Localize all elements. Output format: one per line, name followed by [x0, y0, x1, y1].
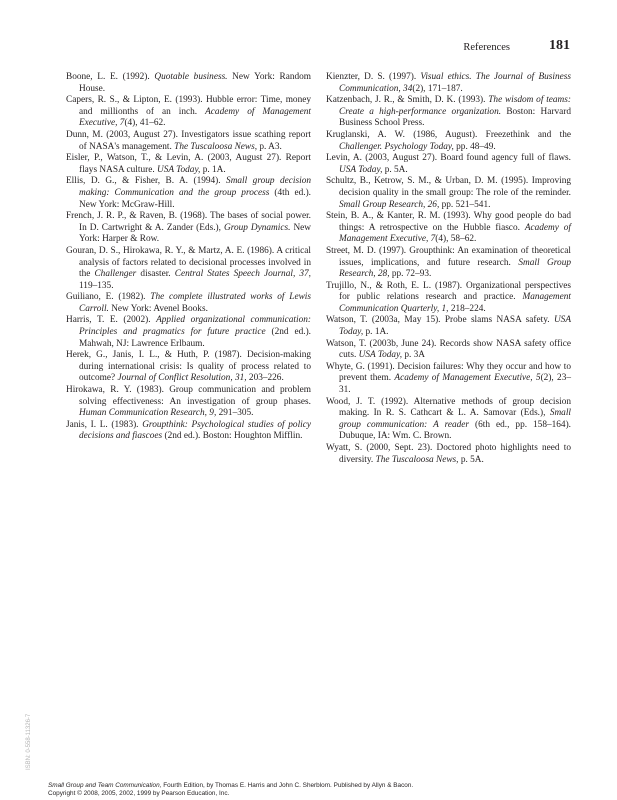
reference-title: Academy of Management Executive, 5	[394, 373, 541, 384]
reference-text: French, J. R. P., & Raven, B. (1968). The bases of social power. In D. Cartwright & A. Zander (Eds.),	[66, 211, 311, 233]
reference-entry	[66, 292, 311, 315]
reference-entry	[66, 246, 311, 292]
reference-title: Journal of Conflict Resolution, 31,	[117, 373, 247, 384]
reference-title: USA Today,	[358, 350, 403, 361]
reference-entry	[326, 246, 571, 281]
reference-title: USA Today,	[156, 164, 201, 175]
reference-title: Management Communication Quarterly, 1,	[339, 292, 571, 314]
footer-book-title: Small Group and Team Communication,	[48, 782, 162, 789]
reference-text: Boston: Harvard Business School Press.	[339, 106, 571, 129]
reference-entry	[326, 362, 571, 397]
reference-title: Challenger	[94, 269, 137, 280]
reference-text: New York: Random House.	[79, 72, 311, 94]
reference-text: (4), 41–62.	[124, 118, 166, 129]
reference-title: Human Communication Research, 9,	[79, 408, 217, 419]
reference-entry	[66, 176, 311, 211]
reference-text: Harris, T. E. (2002).	[66, 315, 157, 326]
reference-text: Capers, R. S., & Lipton, E. (1993). Hubble error: Time, money and millionths of an inch.	[66, 95, 311, 117]
reference-title: Central States Speech Journal, 37,	[174, 269, 311, 280]
page-number: 181	[549, 38, 570, 53]
reference-text: Stein, B. A., & Kanter, R. M. (1993). Why good people do bad things: A retrospective on the Hubble fiasco.	[326, 211, 571, 233]
isbn-side-text	[26, 690, 36, 770]
section-title: References	[463, 42, 510, 53]
reference-text: disaster.	[136, 269, 175, 280]
reference-text: Guiliano, E. (1982).	[66, 292, 151, 303]
reference-text: Watson, T. (2003a, May 15). Probe slams NASA safety.	[326, 315, 554, 326]
reference-entry	[326, 397, 571, 443]
reference-title: Group Dynamics.	[223, 222, 291, 233]
reference-text: (4), 58–62.	[435, 234, 477, 245]
reference-text: Hirokawa, R. Y. (1983). Group communication and problem solving effectiveness: An investigation of group phases.	[66, 385, 311, 407]
reference-entry	[66, 385, 311, 420]
reference-entry	[326, 95, 571, 130]
reference-text: pp. 521–541.	[439, 199, 491, 210]
reference-text: Watson, T. (2003b, June 24). Records show NASA safety office cuts.	[326, 338, 571, 361]
reference-title: The complete illustrated works of Lewis Carroll.	[79, 292, 311, 314]
copyright-footer	[48, 782, 608, 798]
reference-text: 218–224.	[448, 303, 486, 314]
reference-entry	[326, 176, 571, 211]
reference-entry	[326, 315, 571, 338]
reference-text: Wood, J. T. (1992). Alternative methods of group decision making. In R. S. Cathcart & L. A. Samovar (Eds.),	[326, 396, 571, 419]
footer-line-1	[48, 782, 608, 790]
reference-text: Ellis, D. G., & Fisher, B. A. (1994).	[66, 176, 227, 187]
reference-text: Whyte, G. (1991). Decision failures: Why they occur and how to prevent them.	[326, 361, 571, 384]
reference-text: Kruglanski, A. W. (1986, August). Freezethink and the	[326, 129, 571, 140]
reference-title: USA Today,	[339, 164, 383, 175]
reference-entry	[66, 72, 311, 95]
reference-title: Small group decision making: Communication and the group process	[79, 176, 311, 198]
running-header	[0, 38, 617, 58]
reference-title: USA Today,	[339, 315, 571, 338]
reference-text: (2), 23–31.	[339, 373, 571, 396]
reference-title: Quotable business.	[154, 72, 228, 82]
reference-text: p. A3.	[257, 141, 282, 152]
reference-text: pp. 72–93.	[389, 269, 432, 280]
reference-text: Levin, A. (2003, August 27). Board found agency full of flaws.	[326, 153, 571, 164]
reference-entry	[326, 211, 571, 246]
reference-text: Gouran, D. S., Hirokawa, R. Y., & Martz, A. E. (1986). A critical analysis of factors related to decisional processes involved in the	[66, 245, 311, 280]
references-left-column	[66, 72, 311, 443]
reference-entry	[326, 281, 571, 316]
reference-title: Challenger. Psychology Today,	[339, 141, 454, 152]
reference-text: Kienzter, D. S. (1997).	[326, 72, 421, 82]
footer-line-2: Copyright © 2008, 2005, 2002, 1999 by Pearson Education, Inc.	[48, 790, 230, 797]
reference-title: Academy of Management Executive, 7	[79, 106, 311, 129]
footer-publication: Fourth Edition, by Thomas E. Harris and John C. Sherblom. Published by Allyn & Bacon.	[161, 782, 414, 789]
reference-text: (4th ed.). New York: McGraw-Hill.	[79, 187, 311, 210]
isbn-label: ISBN: 0-558-11326-7	[26, 713, 32, 770]
reference-text: Dunn, M. (2003, August 27). Investigators issue scathing report of NASA's management.	[66, 129, 311, 152]
reference-text: (2), 171–187.	[412, 83, 463, 94]
reference-text: p. 5A.	[458, 454, 484, 465]
reference-entry	[326, 339, 571, 362]
reference-text: Janis, I. L. (1983).	[66, 419, 143, 430]
reference-text: Trujillo, N., & Roth, E. L. (1987). Organizational perspectives for public relations research and practice.	[326, 280, 571, 303]
reference-text: p. 3A	[402, 350, 426, 361]
reference-text: Katzenbach, J. R., & Smith, D. K. (1993).	[326, 95, 489, 106]
reference-entry	[326, 443, 571, 466]
reference-title: Applied organizational communication: Principles and pragmatics for future practice	[79, 315, 311, 338]
reference-title: Academy of Management Executive, 7	[339, 222, 572, 245]
reference-title: The wisdom of teams: Create a high-performance organization.	[339, 95, 571, 117]
reference-text: New York: Harper & Row.	[79, 222, 311, 245]
reference-entry	[66, 153, 311, 176]
references-right-column	[326, 72, 571, 466]
reference-text: p. 1A.	[363, 327, 389, 338]
reference-text: p. 1A.	[200, 164, 226, 175]
reference-entry	[66, 420, 311, 443]
reference-text: p. 5A.	[382, 164, 408, 175]
reference-text: Boone, L. E. (1992).	[66, 72, 155, 82]
reference-title: Groupthink: Psychological studies of policy decisions and fiascoes	[79, 419, 312, 442]
reference-title: Small Group Research, 26,	[339, 199, 440, 210]
reference-text: Schultz, B., Ketrow, S. M., & Urban, D. M. (1995). Improving decision quality in the small group: The role of the reminder.	[326, 176, 571, 198]
reference-text: 119–135.	[79, 280, 114, 291]
reference-entry	[66, 130, 311, 153]
reference-text: 291–305.	[216, 408, 254, 419]
reference-text: Eisler, P., Watson, T., & Levin, A. (2003, August 27). Report flays NASA culture.	[66, 153, 311, 175]
reference-text: (2nd ed.). Boston: Houghton Mifflin.	[162, 431, 303, 442]
reference-entry	[66, 315, 311, 350]
reference-title: The Tuscaloosa News,	[375, 454, 459, 465]
reference-title: Visual ethics. The Journal of Business Communication, 34	[339, 72, 571, 94]
reference-text: (6th ed., pp. 158–164). Dubuque, IA: Wm. C. Brown.	[339, 419, 571, 442]
reference-text: pp. 48–49.	[453, 141, 496, 152]
reference-entry	[66, 350, 311, 385]
reference-entry	[326, 130, 571, 153]
reference-entry	[326, 72, 571, 95]
reference-title: Small group communication: A reader	[339, 408, 571, 430]
reference-text: New York: Avenel Books.	[108, 303, 208, 314]
reference-text: Street, M. D. (1997). Groupthink: An examination of theoretical issues, implications, and future research.	[326, 245, 571, 268]
reference-title: Small Group Research, 28,	[339, 257, 571, 280]
reference-text: (2nd ed.). Mahwah, NJ: Lawrence Erlbaum.	[79, 327, 311, 349]
reference-text: Herek, G., Janis, I. L., & Huth, P. (1987). Decision-making during international crisis: Is quality of process related to outcome?	[66, 350, 311, 384]
reference-text: Wyatt, S. (2000, Sept. 23). Doctored photo highlights need to diversity.	[326, 443, 571, 465]
reference-title: The Tuscaloosa News,	[174, 141, 258, 152]
reference-entry	[326, 153, 571, 176]
reference-entry	[66, 211, 311, 246]
reference-entry	[66, 95, 311, 130]
reference-text: 203–226.	[246, 373, 284, 384]
